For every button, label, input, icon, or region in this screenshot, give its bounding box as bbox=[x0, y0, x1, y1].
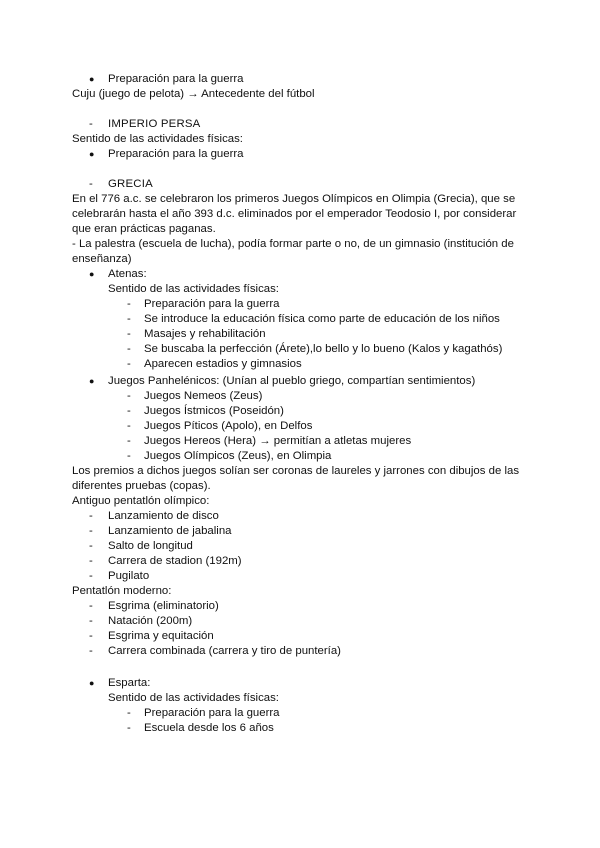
dash-marker: - bbox=[127, 435, 131, 447]
bullet-marker: ● bbox=[89, 269, 95, 279]
list-item-text: Carrera de stadion (192m) bbox=[108, 555, 242, 567]
dash-marker: - bbox=[89, 570, 93, 582]
list-item-text: Juegos Píticos (Apolo), en Delfos bbox=[144, 420, 313, 432]
bullet-text: Preparación para la guerra bbox=[108, 73, 244, 85]
list-item-text: Juegos Olímpicos (Zeus), en Olimpia bbox=[144, 450, 332, 462]
list-item-text: Aparecen estadios y gimnasios bbox=[144, 358, 302, 370]
dash-marker: - bbox=[89, 510, 93, 522]
dash-marker: - bbox=[89, 525, 93, 537]
list-item-text: Salto de longitud bbox=[108, 540, 193, 552]
list-item-text: Se introduce la educación física como parte de educación de los niños bbox=[144, 313, 500, 325]
bullet-marker: ● bbox=[89, 74, 95, 84]
dash-marker: - bbox=[89, 118, 93, 130]
dash-marker: - bbox=[89, 630, 93, 642]
bullet-marker: ● bbox=[89, 376, 95, 386]
dash-marker: - bbox=[89, 540, 93, 552]
list-item-text: Natación (200m) bbox=[108, 615, 193, 627]
bullet-text: Preparación para la guerra bbox=[108, 148, 244, 160]
paragraph-cuju: Cuju (juego de pelota) → Antecedente del fútbol bbox=[72, 88, 315, 100]
list-item-text: Juegos Ístmicos (Poseidón) bbox=[144, 405, 284, 417]
list-item-text: Esgrima (eliminatorio) bbox=[108, 600, 219, 612]
list-item-text: Se buscaba la perfección (Árete),lo bello y lo bueno (Kalos y kagathós) bbox=[144, 343, 503, 355]
heading-text: IMPERIO PERSA bbox=[108, 118, 201, 130]
modern-pentathlon-label: Pentatlón moderno: bbox=[72, 585, 172, 597]
dash-marker: - bbox=[127, 298, 131, 310]
ancient-pentathlon-label: Antiguo pentatlón olímpico: bbox=[72, 495, 210, 507]
dash-marker: - bbox=[127, 420, 131, 432]
dash-marker: - bbox=[127, 390, 131, 402]
paragraph-prizes-line-1: Los premios a dichos juegos solían ser coronas de laureles y jarrones con dibujos de las bbox=[72, 465, 520, 477]
bullet-text: Esparta: bbox=[108, 677, 151, 689]
paragraph-palestra-line-1: - La palestra (escuela de lucha), podía formar parte o no, de un gimnasio (institución de bbox=[72, 238, 514, 250]
dash-marker: - bbox=[127, 450, 131, 462]
paragraph-olympics-line-2: celebrarán hasta el año 393 d.c. eliminados por el emperador Teodosio I, por considerar bbox=[72, 208, 517, 220]
dash-marker: - bbox=[127, 722, 131, 734]
paragraph-olympics-line-1: En el 776 a.c. se celebraron los primeros Juegos Olímpicos en Olimpia (Grecia), que se bbox=[72, 193, 516, 205]
list-item-text: Carrera combinada (carrera y tiro de puntería) bbox=[108, 645, 341, 657]
bullet-marker: ● bbox=[89, 149, 95, 159]
sense-label-text: Sentido de las actividades físicas: bbox=[108, 283, 279, 295]
list-item-text: Preparación para la guerra bbox=[144, 707, 280, 719]
dash-marker: - bbox=[127, 405, 131, 417]
dash-marker: - bbox=[127, 358, 131, 370]
dash-marker: - bbox=[127, 343, 131, 355]
bullet-marker: ● bbox=[89, 678, 95, 688]
list-item-text: Masajes y rehabilitación bbox=[144, 328, 266, 340]
paragraph-olympics-line-3: que eran prácticas paganas. bbox=[72, 223, 216, 235]
list-item-text: Esgrima y equitación bbox=[108, 630, 214, 642]
sense-label: Sentido de las actividades físicas: bbox=[72, 133, 243, 145]
dash-marker: - bbox=[89, 178, 93, 190]
dash-marker: - bbox=[127, 707, 131, 719]
list-item-text: Lanzamiento de jabalina bbox=[108, 525, 232, 537]
list-item-text: Pugilato bbox=[108, 570, 150, 582]
list-item-text: Juegos Nemeos (Zeus) bbox=[144, 390, 263, 402]
heading-text: GRECIA bbox=[108, 178, 153, 190]
list-item-text: Juegos Hereos (Hera) → permitían a atletas mujeres bbox=[144, 435, 412, 447]
bullet-text: Atenas: bbox=[108, 268, 147, 280]
paragraph-palestra-line-2: enseñanza) bbox=[72, 253, 132, 265]
dash-marker: - bbox=[127, 328, 131, 340]
dash-marker: - bbox=[89, 615, 93, 627]
list-item-text: Escuela desde los 6 años bbox=[144, 722, 274, 734]
dash-marker: - bbox=[89, 645, 93, 657]
bullet-text: Juegos Panhelénicos: (Unían al pueblo griego, compartían sentimientos) bbox=[108, 375, 476, 387]
paragraph-prizes-line-2: diferentes pruebas (copas). bbox=[72, 480, 211, 492]
dash-marker: - bbox=[127, 313, 131, 325]
list-item-text: Preparación para la guerra bbox=[144, 298, 280, 310]
dash-marker: - bbox=[89, 600, 93, 612]
list-item-text: Lanzamiento de disco bbox=[108, 510, 219, 522]
dash-marker: - bbox=[89, 555, 93, 567]
sense-label-text: Sentido de las actividades físicas: bbox=[108, 692, 279, 704]
